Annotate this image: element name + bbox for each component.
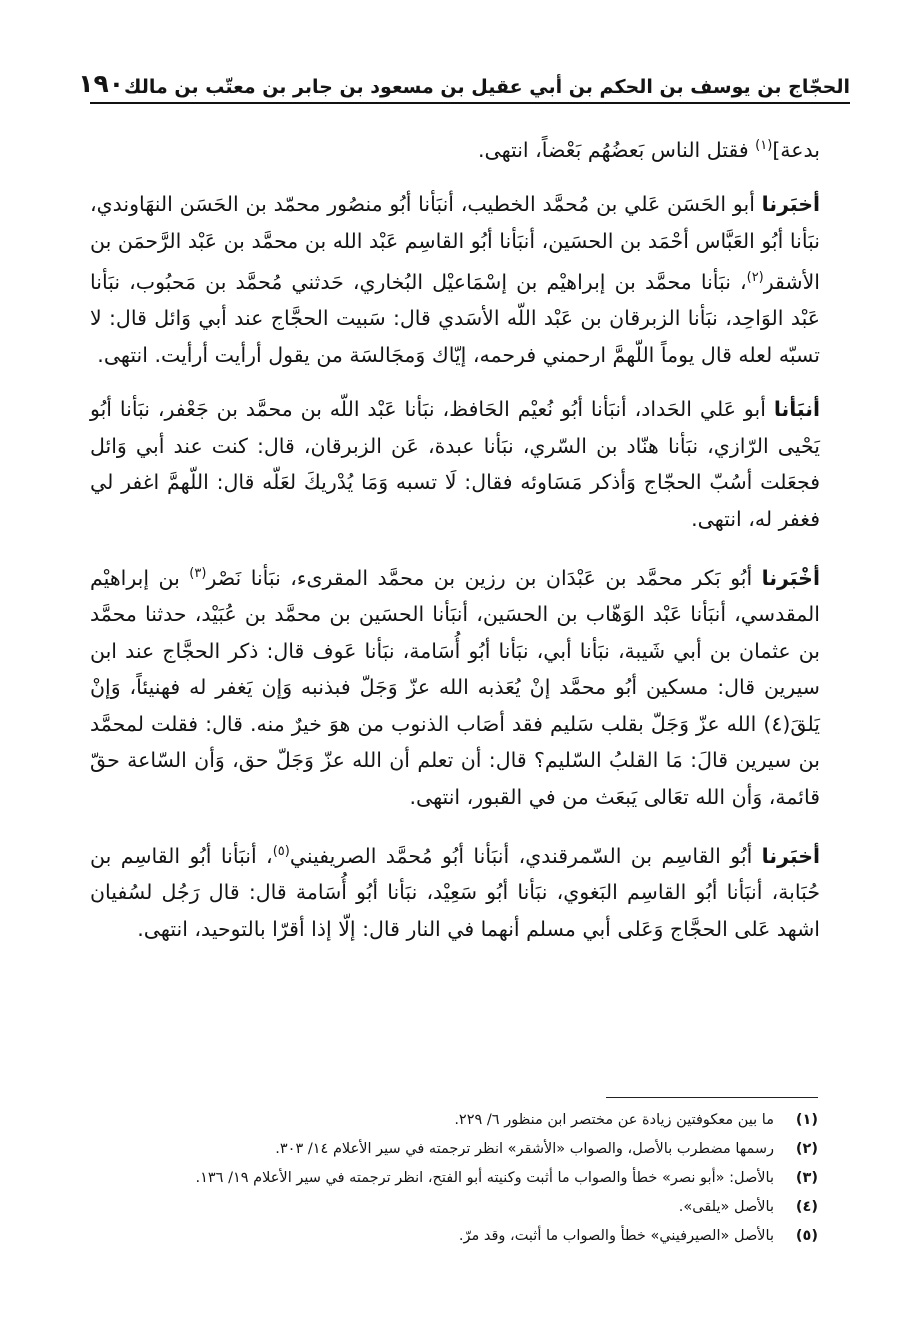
page-number: ١٩٠ (78, 69, 125, 98)
paragraph-text-rest: ، أنبَأنا أبُو القاسِم بن حُبَابة، أنبَأنا أبُو القاسِم البَغوي، نبَأنا أبُو سَعِيْد، نبَأنا أبُو أُسَامة قال: قال رَجُل لسُفيان اشهد عَلى الحجَّاج وَعَلى أبي مسلم أنهما في النار قال: إلّا إذا أقرّا بالتوحيد، انتهى. (90, 843, 820, 941)
paragraph-text: أبُو بَكر محمَّد بن عَبْدَان بن رزين بن محمَّد المقرىء، نبَأنا نَصْر (206, 565, 762, 590)
footnote-text: بالأصل «الصيرفيني» خطأ والصواب ما أثبت، وقد مرّ. (458, 1228, 774, 1244)
footnotes (120, 1106, 818, 1251)
paragraph-text: أبو عَلي الحَداد، أنبَأنا أبُو نُعيْم الحَافظ، نبَأنا عَبْد اللّه بن محمَّد بن جَعْفر، نبَأنا أبُو يَحْيى الرّازي، نبَأنا هنّاد بن السّري، نبَأنا عبدة، عَن الزبرقان، قال: كنت عند أبي وَائل فجعَلت أسُبّ الحجّاج وَأذكر مَسَاوئه فقال: لَا تسبه وَمَا يُدْريكَ لعَلّه قال: اللّهمَّ اغفر لي فغفر له، انتهى. (90, 397, 820, 531)
paragraph (90, 834, 820, 948)
footnote-mark: (٣) (189, 565, 207, 581)
paragraph-text: أبُو القاسِم بن السّمرقندي، أنبَأنا أبُو مُحمَّد الصريفيني (289, 843, 762, 868)
footnote-text: ما بين معكوفتين زيادة عن مختصر ابن منظور ٦/ ٢٢٩. (454, 1112, 774, 1128)
footnote-mark: (٥) (272, 843, 290, 859)
footnote-number: (٢) (795, 1141, 818, 1157)
footnote-separator (606, 1097, 818, 1098)
footnote-text: بالأصل «يلقى». (678, 1199, 774, 1215)
footnote-text: رسمها مضطرب بالأصل، والصواب «الأشقر» انظر ترجمته في سير الأعلام ١٤/ ٣٠٣. (275, 1141, 774, 1157)
footnote (120, 1106, 818, 1135)
footnote (120, 1164, 818, 1193)
footnote (120, 1222, 818, 1251)
footnote (120, 1135, 818, 1164)
footnote-mark: (٢) (746, 269, 764, 285)
paragraph-continuation (90, 128, 820, 168)
paragraph (90, 556, 820, 816)
paragraph-text: بدعة] (772, 137, 820, 162)
footnote (120, 1193, 818, 1222)
paragraph-lead-word: أخبَرنا (761, 843, 820, 868)
paragraph-lead-word: أخبَرنا (761, 192, 820, 217)
main-text (90, 128, 820, 965)
paragraph (90, 391, 820, 537)
running-title: الحجّاج بن يوسف بن الحكم بن أبي عقيل بن مسعود بن جابر بن معتّب بن مالك (124, 76, 850, 98)
paragraph-lead-word: أنبَأنا (773, 397, 820, 422)
paragraph-lead-word: أخْبَرنا (761, 565, 820, 590)
footnote-number: (٤) (795, 1199, 818, 1215)
paragraph (90, 186, 820, 373)
paragraph-text-rest: فقتل الناس بَعضُهُم بَعْضاً، انتهى. (477, 137, 756, 162)
paragraph-text-rest: بن إبراهيْم المقدسي، أنبَأنا عَبْد الوَهّاب بن الحسَين، أنبَأنا الحسَين بن محمَّد بن عُبَيْد، حدثنا محمَّد بن عثمان بن أبي شَيبة، نبَأنا أبي، نبَأنا أبُو أُسَامة، نبَأنا عَوف قال: ذكر الحجَّاج عند ابن سيرين قال: مسكين أبُو محمَّد إنْ يُعَذبه الله عزّ وَجَلّ فبذنبه وَإن يَغفر له فهنيئاً، وَإنْ يَلقَ(٤) الله عزّ وَجَلّ بقلب سَليم فقد أصَاب الذنوب من هوَ خيرٌ منه. قال: فقلت لمحمَّد بن سيرين قالَ: مَا القلبُ السّليم؟ قال: أن تعلم أن الله عزّ وَجَلّ حق، وَأن السّاعة حقّ قائمة، وَأن الله تعَالى يَبعَث من في القبور، انتهى. (90, 565, 820, 809)
paragraph-text-rest: ، نبَأنا محمَّد بن إبراهيْم بن إسْمَاعيْل البُخاري، حَدثني مُحمَّد بن مَحبُوب، نبَأنا عَبْد الوَاحِد، نبَأنا الزبرقان بن عَبْد اللّه الأسَدي قال: سَبيت الحجَّاج عند أبي وَائل قال: لا تسبّه لعله قال يوماً اللّهمَّ ارحمني فرحمه، إيّاك وَمجَالسَة من يقول أرأيت أرأيت. انتهى. (90, 269, 820, 367)
footnote-number: (٥) (795, 1228, 818, 1244)
footnote-number: (٣) (795, 1170, 818, 1186)
footnote-number: (١) (795, 1112, 818, 1128)
footnote-text: بالأصل: «أبو نصر» خطأ والصواب ما أثبت وكنيته أبو الفتح، انظر ترجمته في سير الأعلام ١٩/ ١٣٦. (195, 1170, 774, 1186)
footnote-mark: (١) (755, 138, 773, 153)
paragraph-text: أبو الحَسَن عَلي بن مُحمَّد الخطيب، أنبَأنا أبُو منصُور محمّد بن الحَسَن النهَاوندي، نبَأنا أبُو العَبَّاس أحْمَد بن الحسَين، أنبَأنا أبُو القاسِم عَبْد الله بن محمَّد بن عَبْد الرَّحمَن بن الأشقر (90, 192, 820, 294)
page-header (78, 58, 850, 104)
